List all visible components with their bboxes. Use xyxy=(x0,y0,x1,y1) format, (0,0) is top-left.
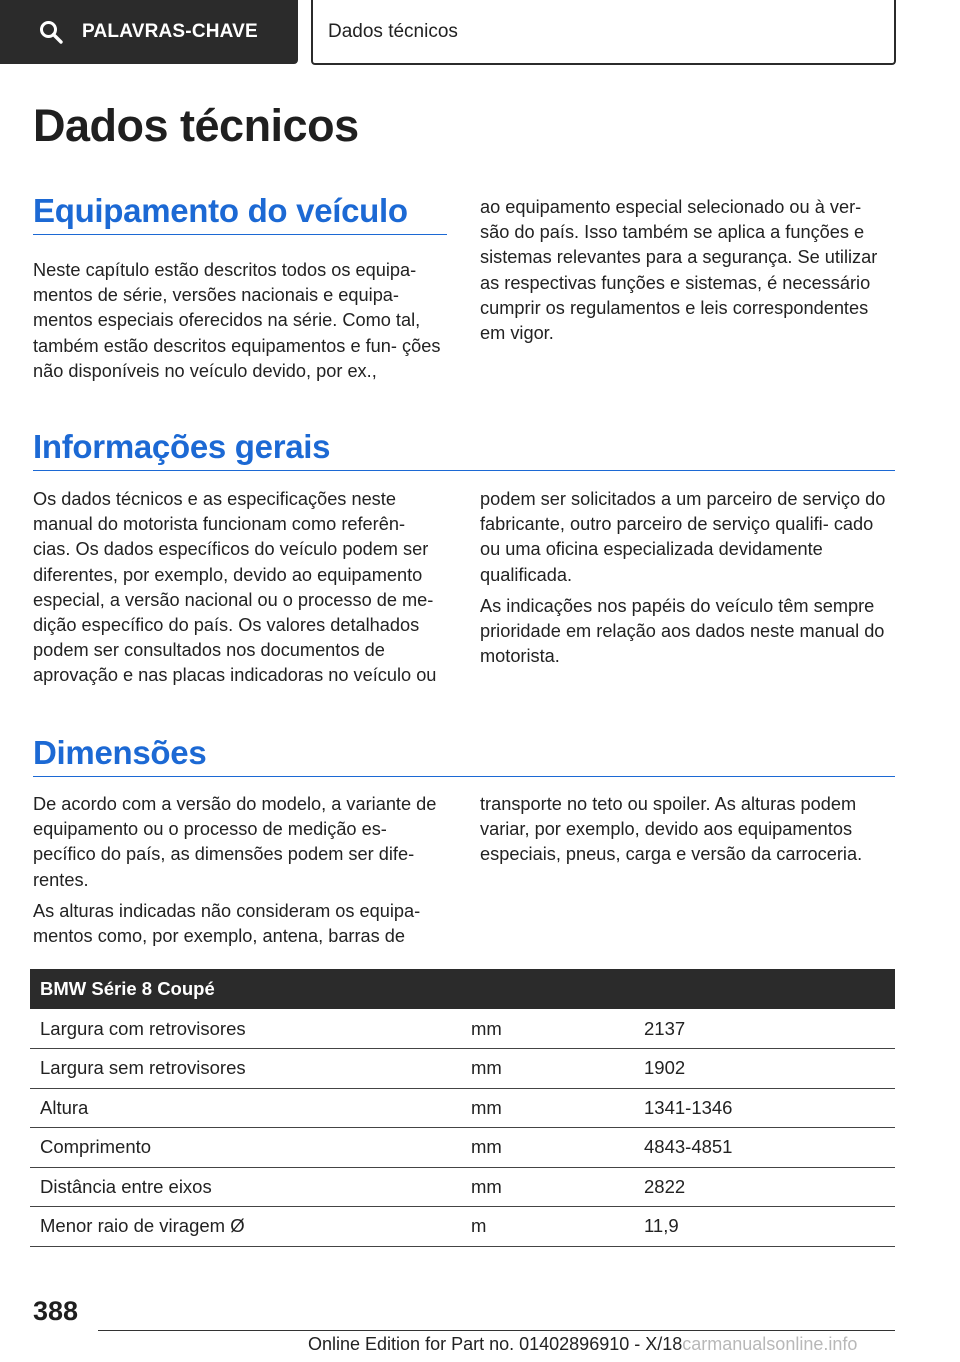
spec-label: Largura sem retrovisores xyxy=(30,1049,461,1089)
top-bar xyxy=(0,0,960,66)
spec-value: 4843-4851 xyxy=(634,1128,895,1168)
edition-text: Online Edition for Part no. 01402896910 - X/18 xyxy=(308,1334,683,1354)
paragraph: podem ser solicitados a um parceiro de serviço do fabricante, outro parceiro de serviço qualifi‐ cado ou uma oficina especializada devidamente qualificada. xyxy=(480,489,886,585)
page-title: Dados técnicos xyxy=(33,100,359,151)
paragraph: Neste capítulo estão descritos todos os equipa‐ mentos de série, versões nacionais e equipa‐ mentos especiais oferecidos na série. Como tal, também estão descritos equipamentos e fun‐ ções não disponíveis no veículo devido, por ex., xyxy=(33,260,441,381)
spec-label: Altura xyxy=(30,1088,461,1128)
table-header: BMW Série 8 Coupé xyxy=(30,969,895,1009)
table-row xyxy=(30,1128,895,1168)
table-row xyxy=(30,1207,895,1247)
spec-label: Comprimento xyxy=(30,1128,461,1168)
page-number: 388 xyxy=(33,1296,79,1326)
section-rule xyxy=(33,470,895,471)
footer-rule xyxy=(98,1330,895,1331)
spec-value: 1341-1346 xyxy=(634,1088,895,1128)
spec-unit: m xyxy=(461,1207,634,1247)
paragraph: transporte no teto ou spoiler. As alturas podem variar, por exemplo, devido aos equipamentos especiais, pneus, carga e versão da carroceria. xyxy=(480,794,863,865)
keywords-label: PALAVRAS-CHAVE xyxy=(82,21,258,42)
table-row xyxy=(30,1088,895,1128)
paragraph: As indicações nos papéis do veículo têm sempre prioridade em relação aos dados neste manual do motorista. xyxy=(480,595,885,667)
dimensions-left-column xyxy=(33,792,447,949)
watermark: carmanualsonline.info xyxy=(682,1334,858,1354)
section-title-general-info: Informações gerais xyxy=(33,428,331,465)
vehicle-equipment-left-column xyxy=(33,258,447,384)
spec-value: 11,9 xyxy=(634,1207,895,1247)
spec-label: Distância entre eixos xyxy=(30,1167,461,1207)
spec-unit: mm xyxy=(461,1167,634,1207)
vehicle-equipment-right-column xyxy=(480,195,895,346)
search-icon xyxy=(38,19,64,45)
spec-value: 1902 xyxy=(634,1049,895,1089)
paragraph: As alturas indicadas não consideram os equipa‐ mentos como, por exemplo, antena, barras de xyxy=(33,900,421,947)
section-rule xyxy=(33,776,895,777)
spec-value: 2822 xyxy=(634,1167,895,1207)
specs-table xyxy=(30,969,895,1247)
table-row xyxy=(30,1049,895,1089)
spec-unit: mm xyxy=(461,1088,634,1128)
spec-label: Menor raio de viragem Ø xyxy=(30,1207,461,1247)
dimensions-right-column xyxy=(480,792,895,868)
breadcrumb[interactable]: Dados técnicos xyxy=(311,0,896,65)
spec-unit: mm xyxy=(461,1009,634,1049)
table-header-row xyxy=(30,969,895,1009)
paragraph: Os dados técnicos e as especificações neste manual do motorista funcionam como referên‐ cias. Os dados específicos do veículo podem ser diferentes, por exemplo, devido ao equipamento especial, a versão nacional ou o processo de me‐ dição específico do país. Os valores detalhados podem ser consultados nos documentos de aprovação e nas placas indicadoras no veículo ou xyxy=(33,489,437,686)
keywords-button[interactable] xyxy=(0,0,298,64)
footer-edition xyxy=(308,1334,857,1355)
section-rule xyxy=(33,234,447,235)
paragraph: De acordo com a versão do modelo, a variante de equipamento ou o processo de medição es‐ pecífico do país, as dimensões podem ser dife‐ rentes. xyxy=(33,794,437,890)
table-row xyxy=(30,1167,895,1207)
spec-unit: mm xyxy=(461,1049,634,1089)
spec-unit: mm xyxy=(461,1128,634,1168)
section-title-dimensions: Dimensões xyxy=(33,734,207,771)
general-info-right-column xyxy=(480,487,895,669)
spec-value: 2137 xyxy=(634,1009,895,1049)
general-info-left-column xyxy=(33,487,447,689)
spec-label: Largura com retrovisores xyxy=(30,1009,461,1049)
table-row xyxy=(30,1009,895,1049)
section-title-vehicle-equipment: Equipamento do veículo xyxy=(33,192,408,229)
paragraph: ao equipamento especial selecionado ou à ver‐ são do país. Isso também se aplica a funções e sistemas relevantes para a segurança. Se utilizar as respectivas funções e sistemas, é necessário cumprir os regulamentos e leis correspondentes em vigor. xyxy=(480,197,878,344)
